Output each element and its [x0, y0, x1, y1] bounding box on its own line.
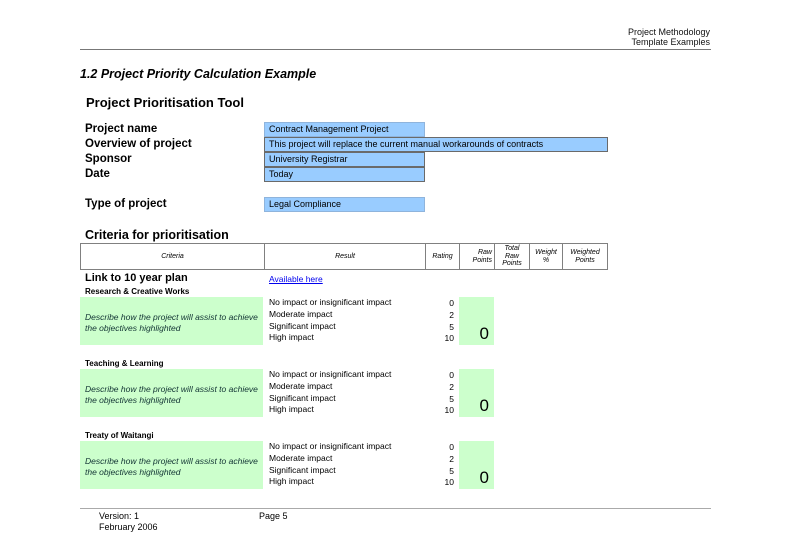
description-cell[interactable]: Describe how the project will assist to achieve the objectives highlighted: [80, 297, 263, 345]
rating: 2: [449, 309, 454, 320]
rating: 5: [449, 465, 454, 476]
footer-version: Version: 1: [99, 511, 140, 521]
rating: 0: [449, 442, 454, 452]
footer-page-number: Page 5: [259, 511, 288, 521]
group-heading: Treaty of Waitangi: [85, 431, 154, 440]
col-raw-points: Raw Points: [460, 244, 495, 270]
col-weighted-points: Weighted Points: [563, 244, 608, 270]
option: High impact: [269, 404, 314, 415]
option: Significant impact: [269, 464, 336, 475]
rating: 10: [444, 477, 454, 488]
ratings: [432, 442, 454, 489]
option: No impact or insignificant impact: [269, 369, 392, 379]
description-cell[interactable]: Describe how the project will assist to achieve the objectives highlighted: [80, 369, 263, 417]
sponsor-label: Sponsor: [85, 153, 132, 165]
option: Significant impact: [269, 392, 336, 403]
type-of-project-label: Type of project: [85, 198, 167, 210]
ratings: [432, 370, 454, 417]
date-field[interactable]: Today: [264, 167, 425, 182]
option: High impact: [269, 332, 314, 343]
option: Moderate impact: [269, 308, 333, 319]
option: Moderate impact: [269, 380, 333, 391]
footer-divider: [80, 508, 711, 509]
rating: 5: [449, 393, 454, 404]
rating: 5: [449, 321, 454, 332]
col-rating: Rating: [426, 244, 460, 270]
header-line-2: Template Examples: [631, 37, 710, 47]
header-line-1: Project Methodology: [627, 27, 710, 37]
section-title: 1.2 Project Priority Calculation Example: [80, 67, 317, 81]
option: High impact: [269, 476, 314, 487]
col-criteria: Criteria: [81, 244, 265, 270]
rating: 10: [444, 333, 454, 344]
overview-field[interactable]: This project will replace the current manual workarounds of contracts: [264, 137, 608, 152]
ratings: [432, 298, 454, 345]
result-options: [269, 441, 429, 488]
header-divider: [80, 49, 711, 50]
criteria-title: Criteria for prioritisation: [85, 228, 229, 242]
plan-heading: Link to 10 year plan: [85, 272, 188, 284]
raw-points-cell[interactable]: 0: [459, 369, 494, 417]
option: No impact or insignificant impact: [269, 297, 392, 307]
rating: 10: [444, 405, 454, 416]
type-of-project-field[interactable]: Legal Compliance: [264, 197, 425, 212]
option: Significant impact: [269, 320, 336, 331]
raw-points-cell[interactable]: 0: [459, 297, 494, 345]
tool-title: Project Prioritisation Tool: [86, 95, 244, 110]
page-header: [628, 27, 710, 47]
option: No impact or insignificant impact: [269, 441, 392, 451]
sponsor-field[interactable]: University Registrar: [264, 152, 425, 167]
result-options: [269, 369, 429, 416]
option: Moderate impact: [269, 452, 333, 463]
rating: 0: [449, 298, 454, 308]
footer-version-block: [99, 511, 158, 533]
col-result: Result: [265, 244, 426, 270]
footer-date: February 2006: [99, 522, 158, 532]
description-cell[interactable]: Describe how the project will assist to achieve the objectives highlighted: [80, 441, 263, 489]
result-options: [269, 297, 429, 344]
project-name-label: Project name: [85, 123, 158, 135]
date-label: Date: [85, 168, 110, 180]
criteria-table-header: [80, 243, 608, 270]
rating: 0: [449, 370, 454, 380]
rating: 2: [449, 453, 454, 464]
overview-label: Overview of project: [85, 138, 192, 150]
project-name-field[interactable]: Contract Management Project: [264, 122, 425, 137]
plan-link[interactable]: Available here: [269, 274, 323, 284]
col-weight: Weight %: [530, 244, 563, 270]
group-heading: Teaching & Learning: [85, 359, 164, 368]
rating: 2: [449, 381, 454, 392]
raw-points-cell[interactable]: 0: [459, 441, 494, 489]
group-heading: Research & Creative Works: [85, 287, 190, 296]
col-total-raw-points: Total Raw Points: [495, 244, 530, 270]
